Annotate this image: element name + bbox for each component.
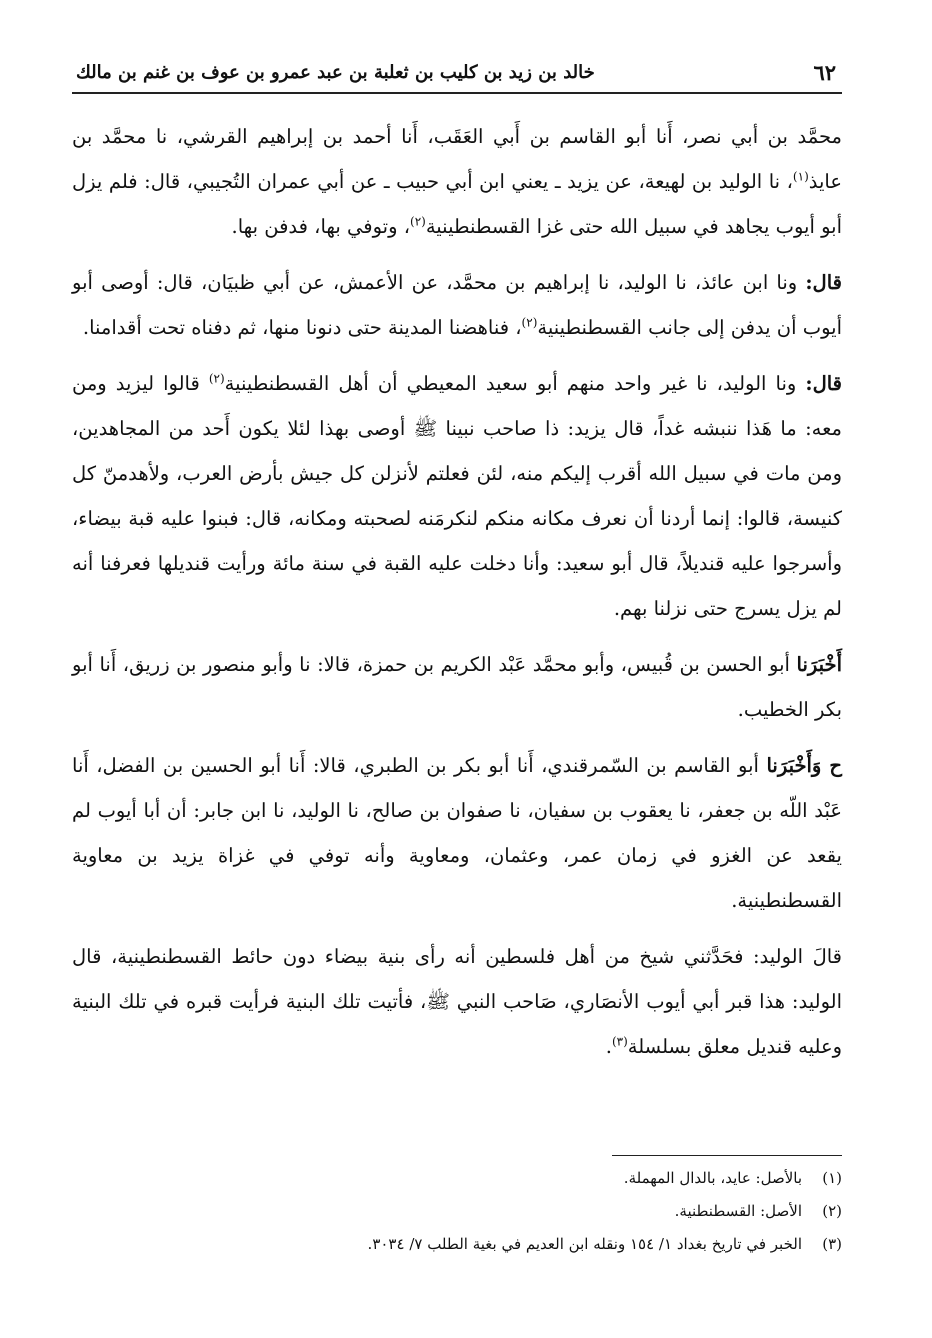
paragraph bbox=[72, 743, 842, 923]
paragraph-lead: قال: bbox=[805, 372, 843, 395]
paragraph bbox=[72, 260, 842, 350]
footnote-number: (١) bbox=[822, 1169, 842, 1187]
footnote bbox=[72, 1162, 842, 1195]
footnote bbox=[72, 1228, 842, 1261]
running-head-title: خالد بن زيد بن كليب بن ثعلبة بن عبد عمرو بن عوف بن غنم بن مالك bbox=[76, 61, 595, 83]
footnote-ref: (٢) bbox=[410, 214, 426, 229]
paragraph bbox=[72, 934, 842, 1069]
page-number: ٦٢ bbox=[813, 59, 836, 85]
footnote-text: بالأصل: عايد، بالدال المهملة. bbox=[623, 1169, 802, 1187]
paragraph bbox=[72, 114, 842, 249]
footnote-number: (٣) bbox=[822, 1235, 842, 1253]
footnote bbox=[72, 1195, 842, 1228]
paragraph-text: قالَ الوليد: فحَدَّثني شيخ من أهل فلسطين أنه رأى بنية بيضاء دون حائط القسطنطينية، قال الوليد: هذا قبر أبي أيوب الأنصَاري، صَاحب النبي ﷺ، فأتيت تلك البنية فرأيت قبره في تلك البنية وعليه قنديل معلق بسلسلة bbox=[72, 945, 842, 1058]
paragraph-text: أبو الحسن بن قُبيس، وأبو محمَّد عَبْد الكريم بن حمزة، قالا: نا وأبو منصور بن زريق، أَنا أبو بكر الخطيب. bbox=[72, 653, 842, 721]
main-text bbox=[72, 114, 842, 1069]
footnote-text: الخبر في تاريخ بغداد ١/ ١٥٤ ونقله ابن العديم في بغية الطلب ٧/ ٣٠٣٤. bbox=[367, 1235, 802, 1253]
paragraph-text: ، وتوفي بها، فدفن بها. bbox=[231, 215, 411, 238]
paragraph bbox=[72, 642, 842, 732]
paragraph-text: محمَّد بن أبي نصر، أَنا أبو القاسم بن أَبي العَقَب، أَنا أحمد بن إبراهيم القرشي، نا محمَّد بن عايذ bbox=[72, 125, 842, 193]
paragraph-text: ، فناهضنا المدينة حتى دنونا منها، ثم دفناه تحت أقدامنا. bbox=[82, 316, 522, 339]
paragraph-lead: أَخْبَرَنا bbox=[796, 653, 842, 676]
footnote-ref: (٣) bbox=[611, 1034, 628, 1049]
paragraph-text: ، نا الوليد بن لهيعة، عن يزيد ـ يعني ابن أبي حبيب ـ عن أبي عمران التُجيبي، قال: فلم يزل أبو أيوب يجاهد في سبيل الله حتى غزا القسطنطينية bbox=[72, 170, 842, 238]
footnote-ref: (٢) bbox=[208, 371, 225, 386]
paragraph-text: أبو القاسم بن السّمرقندي، أَنا أبو بكر بن الطبري، قالا: أَنا أبو الحسين بن الفضل، أَنا عَبْد اللّه بن جعفر، نا يعقوب بن سفيان، نا صفوان بن صالح، نا الوليد، نا ابن جابر: أن أبا أيوب لم يقعد عن الغزو في زمان عمر، وعثمان، ومعاوية وأنه توفي في غزاة يزيد بن معاوية القسطنطينية. bbox=[72, 754, 842, 912]
footnote-text: الأصل: القسطنطنية. bbox=[674, 1202, 802, 1220]
footnote-ref: (١) bbox=[792, 169, 809, 184]
paragraph-text: قالوا ليزيد ومن معه: ما هَذا ننبشه غداً، قال يزيد: ذا صاحب نبينا ﷺ أوصى بهذا لئلا يكون أَحد من المجاهدين، ومن مات في سبيل الله أقرب إليكم منه، لئن فعلتم لأنزلن كل جيش بأرض العرب، ولأهدمنّ كل كنيسة، قالوا: إنما أردنا أن نعرف مكانه منكم لنكرمَنه لصحبته ومكانه، قال: فبنوا عليه قبة بيضاء، وأسرجوا عليه قنديلاً، قال أبو سعيد: وأنا دخلت عليه القبة في سنة مائة ورأيت قنديلها فعرفنا أنه لم يزل يسرج حتى نزلنا بهم. bbox=[72, 372, 842, 620]
footnote-divider bbox=[612, 1155, 842, 1156]
paragraph-text: . bbox=[605, 1035, 612, 1058]
running-head bbox=[72, 52, 842, 94]
footnote-number: (٢) bbox=[822, 1202, 842, 1220]
book-page bbox=[72, 52, 842, 1292]
paragraph-lead: قال: bbox=[805, 271, 842, 294]
footnote-ref: (٢) bbox=[521, 315, 538, 330]
paragraph bbox=[72, 361, 842, 631]
paragraph-text: ونا ابن عائذ، نا الوليد، نا إبراهيم بن محمَّد، عن الأعمش، عن أبي ظبيَان، قال: أوصى أبو أيوب أن يدفن إلى جانب القسطنطينية bbox=[72, 271, 842, 339]
footnotes bbox=[72, 1155, 842, 1261]
paragraph-text: ونا الوليد، نا غير واحد منهم أبو سعيد المعيطي أن أهل القسطنطينية bbox=[224, 372, 806, 395]
paragraph-lead: ح وَأَخْبَرَنا bbox=[766, 754, 843, 777]
